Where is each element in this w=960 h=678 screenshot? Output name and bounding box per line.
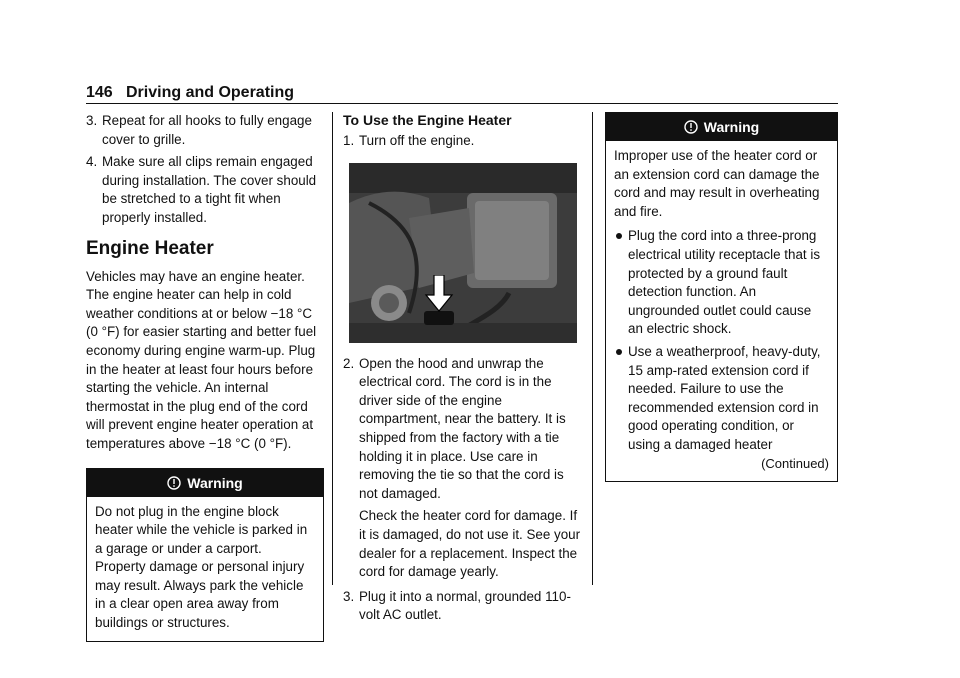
arrow-icon (424, 275, 454, 313)
subsection-heading: To Use the Engine Heater (343, 112, 512, 128)
bullet-icon (616, 233, 622, 239)
warning-box (605, 112, 838, 482)
continued-label: (Continued) (761, 455, 829, 471)
column-1 (86, 112, 324, 642)
column-divider (592, 112, 593, 585)
column-3 (605, 112, 838, 482)
step-item (343, 588, 581, 625)
bullet-text: Plug the cord into a three-prong electrical utility receptacle that is protected by a ground fault detection function. An ungrounded outlet could cause an electric shock. (628, 228, 821, 337)
page-number: 146 (86, 84, 113, 101)
warning-title: Warning (703, 119, 760, 135)
column-divider (332, 112, 333, 585)
step-item (343, 355, 581, 504)
step-item (86, 153, 324, 227)
step-number: 2. (343, 355, 355, 371)
step-text: Plug it into a normal, grounded 110-volt AC outlet. (359, 588, 571, 623)
warning-header (606, 113, 837, 141)
warning-bullet (614, 227, 829, 339)
bullet-icon (616, 349, 622, 355)
section-heading: Engine Heater (86, 237, 214, 259)
warning-header (87, 469, 323, 497)
step-text: Repeat for all hooks to fully engage cover to grille. (102, 113, 312, 147)
warning-box (86, 468, 324, 642)
section-title: Driving and Operating (126, 84, 295, 101)
step-number: 3. (343, 588, 355, 604)
warning-bullet (614, 343, 829, 455)
step-text: Turn off the engine. (359, 133, 475, 148)
warning-icon (684, 120, 698, 134)
step-number: 1. (343, 133, 355, 148)
engine-compartment-photo (349, 163, 577, 343)
warning-text: Do not plug in the engine block heater while the vehicle is parked in a garage or under a carport. Property damage or personal injury may result. Always park the vehicle in a clear open area away from buildings or structures. (95, 503, 308, 631)
warning-icon (167, 476, 181, 490)
step-item (343, 132, 581, 151)
step-number: 4. (86, 154, 98, 170)
header-rule (86, 103, 838, 104)
step-text: Make sure all clips remain engaged during installation. The cover should be stretched to a tight fit when properly installed. (102, 154, 317, 225)
bullet-text: Use a weatherproof, heavy-duty, 15 amp-rated extension cord if needed. Failure to use the recommended extension cord in good operating condition, or using a damaged heater (628, 343, 821, 452)
step-number: 3. (86, 113, 98, 128)
column-2 (343, 112, 581, 629)
warning-title: Warning (187, 474, 243, 491)
step-text: Check the heater cord for damage. If it is damaged, do not use it. See your dealer for a replacement. Inspect the cord for damage yearly. (359, 508, 581, 580)
step-text: Open the hood and unwrap the electrical cord. The cord is in the driver side of the engine compartment, near the battery. It is shipped from the factory with a tie holding it in place. Use care in removing the tie so that the cord is not damaged. (359, 355, 566, 501)
step-item (86, 112, 324, 149)
body-paragraph: Vehicles may have an engine heater. The engine heater can help in cold weather conditions at or below −18 °C (0 °F) for easier starting and better fuel economy during engine warm-up. Plug in the heater at least four hours before starting the vehicle. An internal thermostat in the plug end of the cord will prevent engine heater operation at temperatures above −18 °C (0 °F). (86, 268, 317, 451)
warning-intro: Improper use of the heater cord or an extension cord can damage the cord and may result in overheating and fire. (614, 148, 820, 219)
